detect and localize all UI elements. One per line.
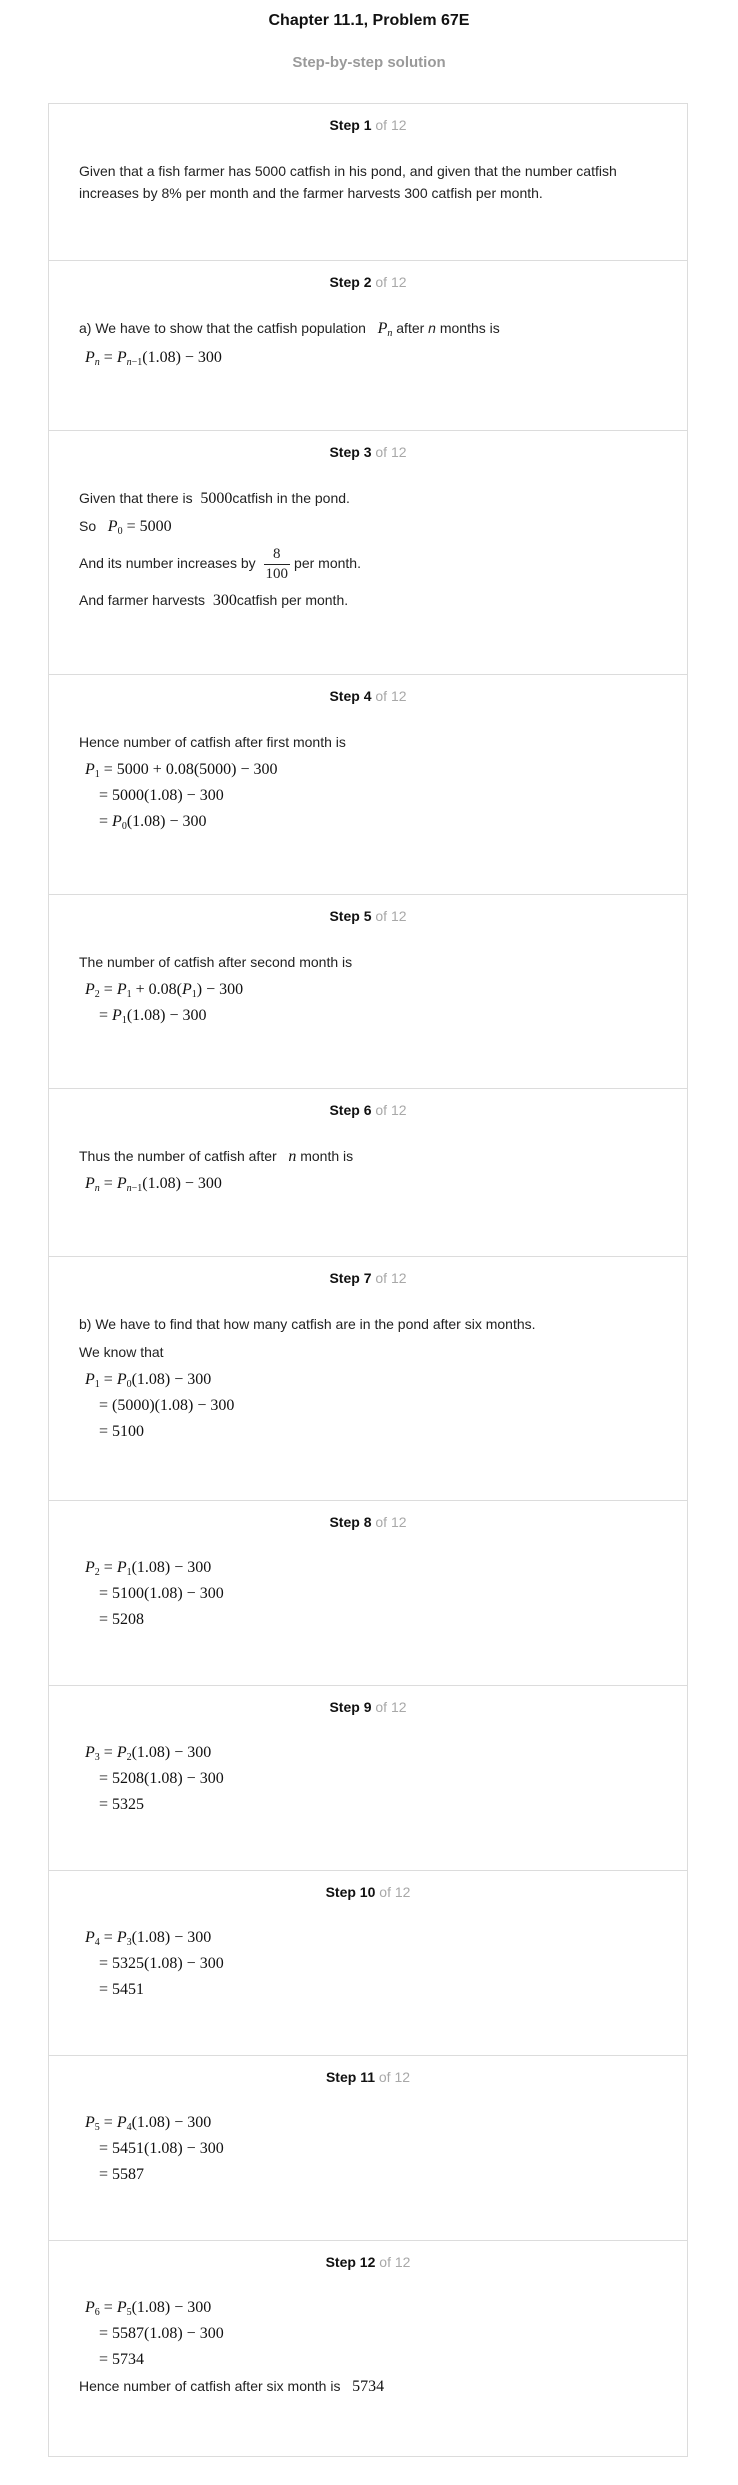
step-of-total: of 12 — [375, 1270, 407, 1286]
step-header — [49, 1102, 687, 1118]
equation: = 5451(1.08) − 300 — [99, 2140, 224, 2157]
step-of-total: of 12 — [375, 444, 407, 460]
step-8 — [49, 1501, 687, 1686]
step-of-total: of 12 — [375, 274, 407, 290]
step-of-total: of 12 — [379, 1884, 411, 1900]
step-text: b) We have to find that how many catfish are in the pond after six months. — [79, 1316, 536, 1332]
equation: $P_6 = P_5(1.08) - 300$ — [85, 2299, 212, 2318]
step-of-total: of 12 — [375, 1102, 407, 1118]
step-of-total: of 12 — [375, 908, 407, 924]
step-label: Step 9 — [329, 1699, 372, 1715]
equation: $P_4 = P_3(1.08) - 300$ — [85, 1929, 212, 1948]
step-4 — [49, 675, 687, 895]
equation: = 5000(1.08) − 300 — [99, 787, 224, 804]
step-2 — [49, 261, 687, 431]
step-label: Step 1 — [329, 117, 372, 133]
equation: = $P_0(1.08) - 300$ — [99, 813, 207, 832]
page-subtitle: Step-by-step solution — [292, 54, 446, 71]
step-header — [49, 1699, 687, 1715]
equation: = 5100 — [99, 1423, 145, 1440]
solution-container — [48, 103, 688, 2457]
equation: = 5587(1.08) − 300 — [99, 2325, 224, 2342]
step-label: Step 5 — [329, 908, 372, 924]
step-text: Given that a fish farmer has 5000 catfish in his pond, and given that the number catfish — [79, 163, 617, 179]
equation: $P_3 = P_2(1.08) - 300$ — [85, 1744, 212, 1763]
step-text: Given that there is 5000catfish in the pond. — [79, 490, 350, 507]
step-text: And its number increases by $\frac{8}{100}$ per month. — [79, 545, 361, 582]
step-text: We know that — [79, 1344, 164, 1360]
equation: = 5325 — [99, 1796, 145, 1813]
step-label: Step 6 — [329, 1102, 372, 1118]
step-header — [49, 117, 687, 133]
step-text: The number of catfish after second month is — [79, 954, 353, 970]
equation: $P_n = P_{n-1}(1.08) - 300$ — [85, 349, 222, 368]
fraction: $\frac{8}{100}$ — [265, 545, 289, 582]
step-of-total: of 12 — [375, 688, 407, 704]
step-text: increases by 8% per month and the farmer harvests 300 catfish per month. — [79, 185, 543, 201]
step-header — [49, 1270, 687, 1286]
equation: = 5208(1.08) − 300 — [99, 1770, 224, 1787]
step-6 — [49, 1089, 687, 1257]
step-label: Step 2 — [329, 274, 372, 290]
equation: = 5100(1.08) − 300 — [99, 1585, 224, 1602]
equation: = $P_1(1.08) - 300$ — [99, 1007, 207, 1026]
equation: = 5587 — [99, 2166, 145, 2183]
step-label: Step 8 — [329, 1514, 372, 1530]
step-1 — [49, 104, 687, 261]
step-10 — [49, 1871, 687, 2056]
step-text: And farmer harvests 300catfish per month. — [79, 592, 349, 609]
equation: = 5208 — [99, 1611, 145, 1628]
equation: $P_2 = P_1(1.08) - 300$ — [85, 1559, 212, 1578]
equation: = (5000)(1.08) − 300 — [99, 1397, 235, 1414]
step-text: Hence number of catfish after first month is — [79, 734, 346, 750]
step-12 — [49, 2241, 687, 2456]
step-text: Hence number of catfish after six month is 5734 — [79, 2378, 385, 2395]
step-header — [49, 2069, 687, 2085]
step-3 — [49, 431, 687, 675]
step-header — [49, 1884, 687, 1900]
step-9 — [49, 1686, 687, 1871]
step-of-total: of 12 — [375, 117, 407, 133]
step-label: Step 4 — [329, 688, 372, 704]
step-header — [49, 908, 687, 924]
equation: $P_1 = P_0(1.08) - 300$ — [85, 1371, 212, 1390]
step-header — [49, 274, 687, 290]
step-7 — [49, 1257, 687, 1501]
step-text: Thus the number of catfish after n month is — [79, 1148, 354, 1165]
step-header — [49, 688, 687, 704]
final-answer: 5734 — [352, 2378, 385, 2395]
step-11 — [49, 2056, 687, 2241]
step-header — [49, 444, 687, 460]
equation: $P_1 = 5000 + 0.08(5000) - 300$ — [85, 761, 278, 780]
step-label: Step 3 — [329, 444, 372, 460]
step-5 — [49, 895, 687, 1089]
step-text: a) We have to show that the catfish population $P_n$ after n months is — [79, 320, 500, 339]
equation: = 5734 — [99, 2351, 145, 2368]
step-label: Step 7 — [329, 1270, 372, 1286]
equation: $P_5 = P_4(1.08) - 300$ — [85, 2114, 212, 2133]
equation: = 5451 — [99, 1981, 145, 1998]
step-of-total: of 12 — [379, 2254, 411, 2270]
step-label: Step 11 — [325, 2069, 375, 2085]
step-header — [49, 2254, 687, 2270]
step-header — [49, 1514, 687, 1530]
step-label: Step 12 — [325, 2254, 376, 2270]
step-of-total: of 12 — [375, 1514, 407, 1530]
step-of-total: of 12 — [378, 2069, 411, 2085]
step-text: So $P_0 = 5000$ — [79, 518, 172, 537]
equation: = 5325(1.08) − 300 — [99, 1955, 224, 1972]
equation: $P_n = P_{n-1}(1.08) - 300$ — [85, 1175, 222, 1194]
step-label: Step 10 — [325, 1884, 376, 1900]
step-of-total: of 12 — [375, 1699, 407, 1715]
equation: $P_2 = P_1 + 0.08(P_1) - 300$ — [85, 981, 244, 1000]
page-title: Chapter 11.1, Problem 67E — [268, 12, 470, 29]
